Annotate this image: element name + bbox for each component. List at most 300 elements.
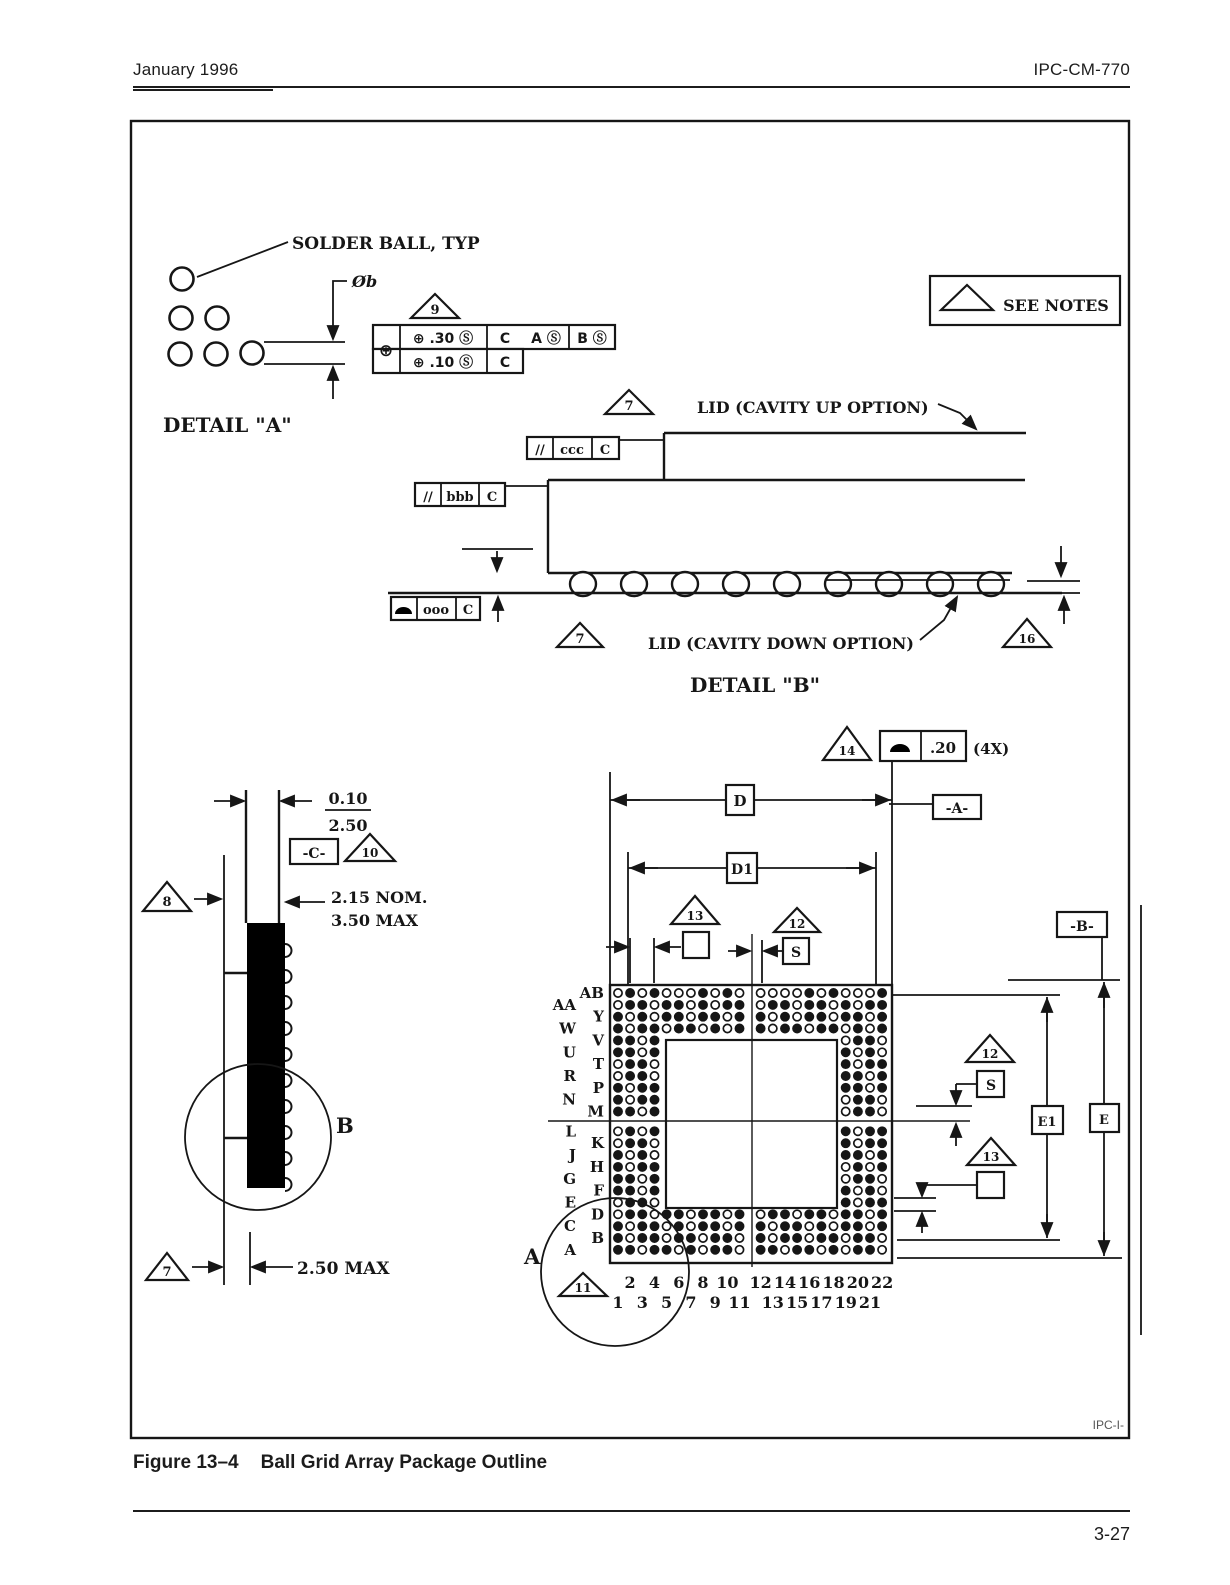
bga-ball	[842, 1024, 850, 1032]
bga-ball	[638, 1096, 646, 1104]
detail-b-title: DETAIL "B"	[690, 673, 821, 697]
bga-ball	[614, 1198, 622, 1206]
bga-ball	[866, 1060, 874, 1068]
pitch-symbol-box	[683, 932, 709, 958]
bga-ball	[711, 1210, 719, 1218]
bga-ball	[854, 1210, 862, 1218]
bga-ball	[626, 989, 634, 997]
fcf-datum: C	[499, 355, 511, 371]
fcf-datum: A Ⓢ	[531, 331, 561, 347]
bga-ball	[614, 1163, 622, 1171]
bga-ball	[687, 1013, 695, 1021]
bga-ball	[626, 1084, 634, 1092]
bga-ball	[711, 1234, 719, 1242]
bga-ball	[781, 1234, 789, 1242]
bga-ball	[842, 1001, 850, 1009]
column-number: 17	[810, 1293, 833, 1312]
bga-ball	[687, 1222, 695, 1230]
note-flag-number: 7	[162, 1265, 172, 1280]
bga-ball	[878, 1107, 886, 1115]
dim-d1-label: D1	[731, 862, 753, 878]
bga-ball	[626, 1107, 634, 1115]
bga-ball	[793, 1001, 801, 1009]
fcf-tolerance: bbb	[446, 490, 474, 505]
bga-ball	[614, 1210, 622, 1218]
bga-ball	[793, 1210, 801, 1218]
bga-ball	[650, 1127, 658, 1135]
bga-ball	[699, 1210, 707, 1218]
bga-ball	[757, 1222, 765, 1230]
solder-ball	[206, 307, 229, 330]
see-notes-legend	[930, 276, 1120, 325]
feature-control-frame	[373, 325, 615, 373]
fcf-tolerance: ooo	[422, 603, 450, 618]
bga-ball	[878, 1024, 886, 1032]
bga-ball	[687, 1001, 695, 1009]
bga-ball	[866, 1151, 874, 1159]
bga-ball	[650, 1139, 658, 1147]
column-number: 7	[685, 1293, 697, 1312]
bga-ball	[723, 1234, 731, 1242]
column-number: 14	[773, 1273, 797, 1292]
bga-ball	[866, 1084, 874, 1092]
row-label: P	[592, 1078, 604, 1097]
bga-ball	[866, 1198, 874, 1206]
dim-max: 3.50 MAX	[331, 911, 419, 930]
lid-cavity-up-label: LID (CAVITY UP OPTION)	[697, 398, 929, 417]
fcf-tolerance: ccc	[560, 443, 584, 458]
bga-ball	[878, 1151, 886, 1159]
bga-ball	[842, 1175, 850, 1183]
bga-ball	[866, 1210, 874, 1218]
row-label: R	[563, 1067, 576, 1085]
bga-ball	[699, 1013, 707, 1021]
bga-ball	[793, 1234, 801, 1242]
note-flag-number: 14	[838, 744, 856, 758]
bga-ball	[723, 989, 731, 997]
bga-ball	[711, 989, 719, 997]
bga-ball	[650, 1060, 658, 1068]
bga-ball	[687, 1234, 695, 1242]
parallelism-fcf-ccc	[527, 437, 664, 459]
column-number: 16	[798, 1273, 821, 1292]
column-number: 9	[709, 1293, 721, 1312]
bga-ball	[735, 1013, 743, 1021]
bga-ball	[663, 1024, 671, 1032]
bga-ball	[614, 1060, 622, 1068]
bga-ball	[699, 989, 707, 997]
leader-line	[197, 242, 288, 277]
bga-ball	[699, 1234, 707, 1242]
fcf-datum: C	[499, 331, 511, 347]
bga-ball	[842, 1234, 850, 1242]
solder-ball	[169, 343, 192, 366]
bga-ball	[675, 1024, 683, 1032]
bga-ball	[842, 1060, 850, 1068]
bga-ball	[650, 1036, 658, 1044]
bga-ball	[866, 1072, 874, 1080]
profile-fcf-ooo	[391, 597, 480, 620]
bga-ball	[614, 1246, 622, 1254]
solder-ball-bump	[285, 1100, 292, 1113]
note-flag-number: 12	[788, 917, 806, 931]
bga-ball	[854, 1234, 862, 1242]
bga-ball	[757, 1210, 765, 1218]
solder-ball-bump	[285, 996, 292, 1009]
bga-ball	[638, 1036, 646, 1044]
bga-ball	[842, 1127, 850, 1135]
bga-ball	[638, 989, 646, 997]
fcf-datum: C	[486, 490, 498, 505]
bga-ball	[854, 1139, 862, 1147]
column-number: 3	[636, 1293, 648, 1312]
dim-value-lower: 2.50	[328, 816, 368, 835]
row-label: B	[591, 1229, 604, 1247]
bga-ball	[675, 1013, 683, 1021]
bga-ball	[723, 1246, 731, 1254]
bga-ball	[614, 1222, 622, 1230]
bga-ball	[878, 1210, 886, 1218]
parallelism-fcf-bbb	[415, 483, 548, 506]
bga-ball	[638, 1084, 646, 1092]
note-flag-number: 11	[574, 1281, 592, 1295]
bga-ball	[829, 1246, 837, 1254]
bga-ball	[650, 1107, 658, 1115]
bga-ball	[793, 1013, 801, 1021]
bga-ball	[638, 1151, 646, 1159]
bga-ball	[842, 1210, 850, 1218]
bga-ball	[854, 989, 862, 997]
bga-ball	[781, 989, 789, 997]
column-number: 11	[728, 1293, 751, 1312]
bga-ball	[663, 1234, 671, 1242]
bga-ball	[626, 1060, 634, 1068]
bga-ball	[854, 1013, 862, 1021]
bga-ball	[626, 1048, 634, 1056]
bga-ball	[878, 1222, 886, 1230]
bga-ball	[866, 1139, 874, 1147]
solder-ball	[171, 268, 194, 291]
solder-ball-bump	[285, 1126, 292, 1139]
bga-ball	[854, 1198, 862, 1206]
bga-ball	[735, 1024, 743, 1032]
detail-a-zoom-circle	[541, 1198, 689, 1346]
bga-ball	[829, 1210, 837, 1218]
bga-ball	[805, 1001, 813, 1009]
fcf-tolerance: ⊕ .10 Ⓢ	[412, 355, 474, 371]
bga-ball	[854, 1187, 862, 1195]
bga-ball	[854, 1107, 862, 1115]
bga-ball	[723, 1001, 731, 1009]
note-flag-number: 8	[162, 895, 172, 910]
detail-a-zoom-label: A	[524, 1244, 541, 1269]
solder-ball-bumps	[285, 944, 292, 1191]
parallelism-symbol-icon: //	[423, 490, 433, 505]
bga-ball	[614, 1175, 622, 1183]
solder-ball-bump	[285, 970, 292, 983]
bga-ball	[878, 1001, 886, 1009]
bga-ball	[663, 1001, 671, 1009]
dim-e1-label: E1	[1037, 1115, 1057, 1130]
solder-ball	[205, 343, 228, 366]
bga-ball	[842, 1084, 850, 1092]
leader-arrow	[920, 597, 957, 640]
bga-ball	[829, 1024, 837, 1032]
dim-nom: 2.15 NOM.	[331, 888, 428, 907]
row-label: V	[592, 1031, 604, 1050]
bga-ball	[854, 1084, 862, 1092]
bga-ball	[854, 1175, 862, 1183]
bga-ball	[650, 1013, 658, 1021]
bga-ball	[781, 1013, 789, 1021]
column-number: 15	[785, 1293, 809, 1312]
bga-ball	[817, 989, 825, 997]
bga-ball	[878, 1060, 886, 1068]
bga-ball	[614, 1072, 622, 1080]
bga-ball	[735, 1210, 743, 1218]
bga-ball	[626, 1139, 634, 1147]
bga-ball	[638, 1024, 646, 1032]
bga-ball	[675, 989, 683, 997]
bga-ball	[878, 1163, 886, 1171]
bga-ball	[829, 1234, 837, 1242]
qty-note: (4X)	[973, 740, 1010, 758]
bga-ball	[866, 1107, 874, 1115]
bga-ball	[687, 1024, 695, 1032]
bga-ball	[757, 1001, 765, 1009]
detail-b-zoom-label: B	[336, 1113, 354, 1138]
detail-b	[388, 390, 1080, 697]
bga-ball	[614, 1036, 622, 1044]
see-notes-label: SEE NOTES	[1003, 296, 1109, 315]
bga-ball	[614, 1187, 622, 1195]
bga-ball	[769, 1013, 777, 1021]
bga-ball	[711, 1001, 719, 1009]
bga-ball	[829, 989, 837, 997]
bga-ball	[854, 1024, 862, 1032]
bga-ball	[614, 1048, 622, 1056]
bga-ball	[626, 1175, 634, 1183]
bga-ball	[781, 1246, 789, 1254]
bga-ball	[638, 1139, 646, 1147]
solder-ball-callout: SOLDER BALL, TYP	[292, 234, 480, 254]
dim-value-upper: 0.10	[328, 789, 368, 808]
bga-ball	[650, 1024, 658, 1032]
bga-ball	[854, 1151, 862, 1159]
bga-ball	[638, 1187, 646, 1195]
bga-ball	[854, 1163, 862, 1171]
column-number: 19	[834, 1293, 857, 1312]
bga-ball	[854, 1001, 862, 1009]
column-number: 18	[822, 1273, 845, 1292]
bga-ball	[638, 1060, 646, 1068]
bga-ball	[663, 1013, 671, 1021]
substrate-body	[247, 923, 285, 1188]
column-number: 20	[846, 1273, 870, 1292]
bga-ball	[699, 1246, 707, 1254]
bga-ball	[769, 989, 777, 997]
row-label: H	[589, 1157, 604, 1176]
dim-bottom: 2.50 MAX	[297, 1259, 390, 1279]
bga-ball	[650, 1151, 658, 1159]
bga-ball	[626, 1246, 634, 1254]
bga-ball	[638, 1246, 646, 1254]
bga-ball	[735, 1246, 743, 1254]
bga-ball	[878, 1036, 886, 1044]
fcf-tolerance: ⊕ .30 Ⓢ	[412, 331, 474, 347]
bga-ball	[614, 1107, 622, 1115]
bga-ball	[866, 1246, 874, 1254]
s-dim-label: S	[790, 945, 802, 961]
bga-ball	[626, 1096, 634, 1104]
note-flag-number: 16	[1018, 632, 1036, 646]
bga-ball	[638, 1072, 646, 1080]
bga-ball	[757, 1234, 765, 1242]
ball-diameter-dim: Øb	[352, 272, 378, 291]
detail-a-title: DETAIL "A"	[163, 413, 292, 437]
row-label: U	[562, 1043, 576, 1062]
bga-ball	[626, 1151, 634, 1159]
datum-c-label: -C-	[302, 846, 326, 862]
bga-ball	[614, 1084, 622, 1092]
bga-ball	[735, 1001, 743, 1009]
fcf-datum: B Ⓢ	[577, 331, 607, 347]
bga-ball	[614, 1151, 622, 1159]
bga-ball	[854, 1048, 862, 1056]
bga-ball	[769, 1234, 777, 1242]
bga-ball	[866, 1175, 874, 1183]
s-dim-label: S	[985, 1078, 997, 1094]
bga-ball	[650, 1163, 658, 1171]
column-number: 21	[858, 1293, 882, 1312]
bga-ball	[769, 1001, 777, 1009]
row-label: J	[568, 1146, 576, 1164]
bga-ball	[614, 1096, 622, 1104]
bga-ball	[878, 989, 886, 997]
bga-ball	[817, 1013, 825, 1021]
bga-ball	[711, 1246, 719, 1254]
fcf-datum: C	[599, 443, 611, 458]
bga-ball	[626, 1210, 634, 1218]
row-label: M	[587, 1102, 604, 1121]
note-flag-number: 13	[686, 909, 704, 923]
bga-ball	[626, 1187, 634, 1195]
bga-ball	[878, 1139, 886, 1147]
bga-ball	[699, 1024, 707, 1032]
bga-ball	[769, 1246, 777, 1254]
dimension-elbow-arrow	[333, 281, 347, 339]
bga-ball	[675, 1246, 683, 1254]
solder-ball-bump	[285, 944, 292, 957]
side-view	[143, 789, 427, 1285]
bga-ball	[854, 1246, 862, 1254]
bga-ball	[829, 1222, 837, 1230]
bga-ball	[650, 1246, 658, 1254]
column-number: 4	[648, 1273, 661, 1292]
bga-ball	[663, 1222, 671, 1230]
bga-ball	[626, 1163, 634, 1171]
bga-ball	[842, 1036, 850, 1044]
fcf-tolerance: .20	[929, 739, 957, 757]
column-number: 6	[673, 1273, 685, 1292]
bga-ball	[626, 1024, 634, 1032]
solder-ball	[170, 307, 193, 330]
pitch-symbol-box	[977, 1172, 1004, 1198]
row-label: AB	[579, 984, 604, 1002]
figure-credit: IPC-I-	[1092, 1418, 1124, 1432]
bga-ball	[878, 1187, 886, 1195]
bga-ball	[769, 1210, 777, 1218]
bga-ball	[638, 1001, 646, 1009]
column-number: 22	[870, 1273, 894, 1292]
bga-ball	[866, 1036, 874, 1044]
bga-ball	[769, 1222, 777, 1230]
bga-ball	[757, 1024, 765, 1032]
bga-ball	[805, 1024, 813, 1032]
bga-ball	[735, 989, 743, 997]
bga-ball	[878, 1175, 886, 1183]
bga-ball	[781, 1222, 789, 1230]
bga-ball	[842, 1096, 850, 1104]
bga-ball	[626, 1127, 634, 1135]
bga-ball	[757, 989, 765, 997]
bga-ball	[650, 1084, 658, 1092]
bga-ball	[638, 1127, 646, 1135]
bga-ball	[805, 1222, 813, 1230]
solder-ball-bump	[285, 1178, 292, 1191]
bga-ball	[817, 1234, 825, 1242]
bga-ball	[866, 1024, 874, 1032]
top-view	[523, 727, 1141, 1346]
bga-ball	[781, 1024, 789, 1032]
bga-ball	[878, 1246, 886, 1254]
figure-caption	[133, 1452, 547, 1474]
bga-ball	[878, 1096, 886, 1104]
bga-ball	[650, 1001, 658, 1009]
bga-ball	[854, 1036, 862, 1044]
footer-rule	[133, 1510, 1130, 1512]
bga-ball	[842, 1048, 850, 1056]
bga-ball	[878, 1198, 886, 1206]
row-label: L	[565, 1122, 576, 1141]
row-label: T	[592, 1055, 604, 1074]
bga-ball	[650, 1096, 658, 1104]
column-numbers	[612, 1273, 893, 1312]
bga-ball	[842, 1013, 850, 1021]
bga-ball	[866, 1001, 874, 1009]
datum-b-label: -B-	[1070, 919, 1094, 935]
bga-ball	[614, 989, 622, 997]
bga-ball	[614, 1024, 622, 1032]
note-flag-number: 9	[430, 303, 440, 318]
bga-ball	[735, 1222, 743, 1230]
solder-ball-bump	[285, 1074, 292, 1087]
bga-ball	[663, 989, 671, 997]
bga-ball	[817, 1210, 825, 1218]
note-flag-number: 12	[981, 1047, 999, 1061]
datum-a-label: -A-	[945, 801, 969, 817]
bga-ball	[866, 1234, 874, 1242]
bga-ball	[723, 1013, 731, 1021]
bga-ball	[866, 1096, 874, 1104]
bga-ball	[878, 1127, 886, 1135]
bga-ball	[842, 1198, 850, 1206]
bga-ball	[614, 1127, 622, 1135]
header-doc-number: IPC-CM-770	[1033, 60, 1130, 79]
row-label: K	[590, 1134, 604, 1153]
bga-ball	[854, 1072, 862, 1080]
bga-ball	[626, 1072, 634, 1080]
